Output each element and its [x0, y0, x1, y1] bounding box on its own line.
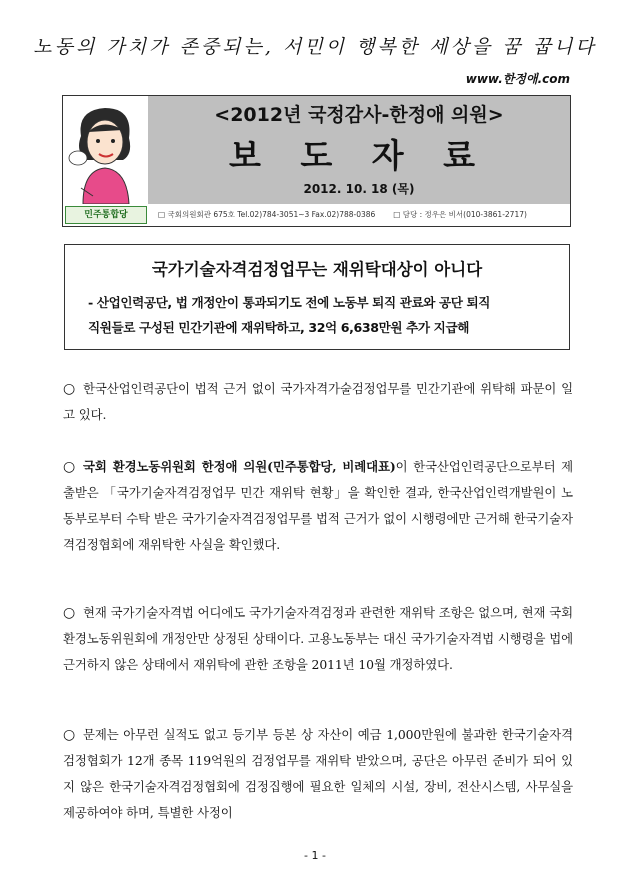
contact-person: □ 담당 : 정우은 비서(010-3861-2717)	[393, 210, 527, 219]
paragraph-text: 현재 국가기술자격법 어디에도 국가기술자격검정과 관련한 재위탁 조항은 없으며, 현재 국회 환경노동위원회에 개정안만 상정된 상태이다. 고용노동부는 대신 국가기술자격법 시행령을 법에 근거하지 않은 상태에서 재위탁에 관한 조항을 2011년 10월 개정하였다.	[63, 605, 573, 672]
paragraph-text: 문제는 아무런 실적도 없고 등기부 등본 상 자산이 예금 1,000만원에 불과한 한국기술자격검정협회가 12개 종목 119억원의 검정업무를 재위탁 받았으며, 공단은 아무런 준비가 되어 있지 않은 한국기술자격검정협회에 검정집행에 필요한 일체의 시설, 장비, 전산시스템, 사무실을 제공하여야 하며, 특별한 사정이	[63, 727, 573, 820]
paragraph-bold-lead: 국회 환경노동위원회 한정애 의원(민주통합당, 비례대표)	[83, 459, 396, 474]
paragraph-1	[63, 376, 573, 428]
headline-subtitle	[65, 290, 569, 340]
bullet-icon: ○	[63, 605, 76, 621]
headline-subtitle-line2: 직원들로 구성된 민간기관에 재위탁하고, 32억 6,638만원 추가 지급해	[88, 320, 469, 335]
website-link[interactable]: www.한정애.com	[465, 72, 570, 86]
slogan: 노동의 가치가 존중되는, 서민이 행복한 세상을 꿈 꿉니다	[33, 36, 597, 58]
release-date: 2012. 10. 18 (목)	[303, 182, 415, 196]
bullet-icon: ○	[63, 381, 76, 397]
paragraph-2	[63, 454, 573, 558]
page-number: - 1 -	[304, 849, 326, 862]
paragraph-4	[63, 722, 573, 826]
title-band	[148, 96, 570, 204]
headline-title: 국가기술자격검정업무는 재위탁대상이 아니다	[151, 260, 483, 279]
party-logo: 민주통합당	[65, 206, 147, 224]
headline-box	[64, 244, 570, 350]
press-release-header	[62, 95, 571, 227]
bullet-icon: ○	[63, 727, 76, 743]
paragraph-text: 한국산업인력공단이 법적 근거 없이 국가자격가술검정업무를 민간기관에 위탁해 파문이 일고 있다.	[63, 381, 573, 422]
paragraph-text: 이 한국산업인력공단으로부터 제출받은 「국가기술자격검정업무 민간 재위탁 현황」을 확인한 결과, 한국산업인력개발원이 노동부로부터 수탁 받은 국가기술자격검정업무를 법적 근거가 없이 시행령에만 근거해 한국기술자격검정협회에 재위탁한 사실을 확인했다.	[63, 459, 573, 552]
contact-info	[158, 209, 566, 220]
bullet-icon: ○	[63, 459, 76, 475]
paragraph-3	[63, 600, 573, 678]
contact-address: □ 국회의원회관 675호 Tel.02)784-3051~3 Fax.02)788-0386	[158, 210, 376, 219]
headline-subtitle-line1: - 산업인력공단, 법 개정안이 통과되기도 전에 노동부 퇴직 관료와 공단 퇴직	[88, 295, 491, 310]
audit-subtitle: <2012년 국정감사-한정애 의원>	[214, 104, 504, 126]
lawmaker-portrait-icon	[63, 96, 148, 204]
press-release-title: 보 도 자 료	[229, 136, 489, 175]
